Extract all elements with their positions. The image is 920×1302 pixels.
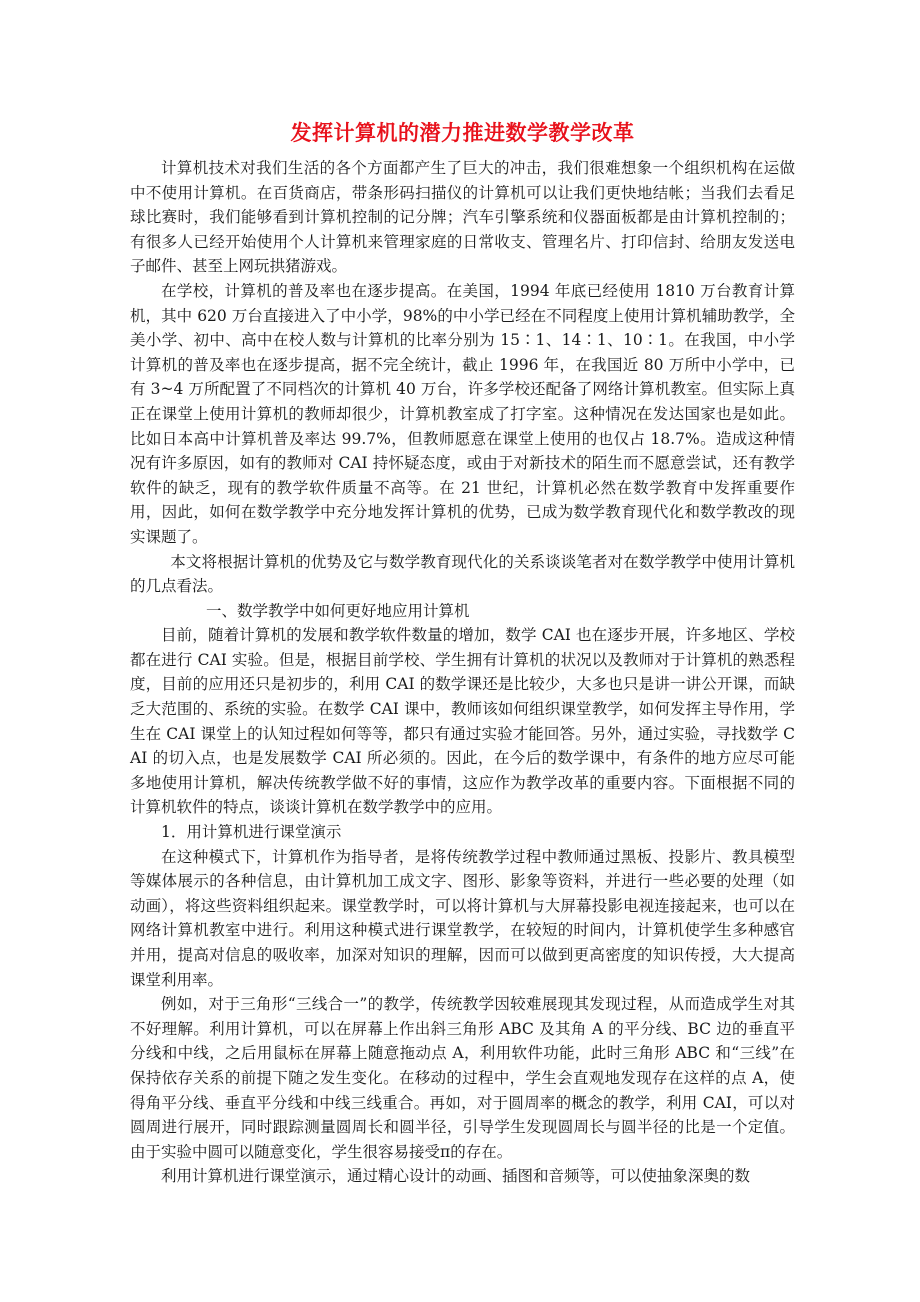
paragraph-school-computers: 在学校，计算机的普及率也在逐步提高。在美国，1994 年底已经使用 1810 万台教育计算机，其中 620 万台直接进入了中小学，98%的中小学已经在不同程度上使用计算机辅助教学，全美小学、初中、高中在校人数与计算机的比率分别为 15∶1、14∶1、10∶1。在我国，中小学计算机的普及率也在逐步提高，据不完全统计，截止 1996 年，在我国近 80 万所中小学中，已有 3~4 万所配置了不同档次的计算机 40 万台，许多学校还配备了网络计算机教室。但实际上真正在课堂上使用计算机的教师却很少，计算机教室成了打字室。这种情况在发达国家也是如此。比如日本高中计算机普及率达 99.7%，但教师愿意在课堂上使用的也仅占 18.7%。造成这种情况有许多原因，如有的教师对 CAI 持怀疑态度，或由于对新技术的陌生而不愿意尝试，还有教学软件的缺乏，现有的教学软件质量不高等。在 21 世纪，计算机必然在数学教育中发挥重要作用，因此，如何在数学教学中充分地发挥计算机的优势，已成为数学教育现代化和数学教改的现实课题了。 bbox=[130, 281, 795, 546]
paragraph-example: 例如，对于三角形“三线合一”的教学，传统教学因较难展现其发现过程，从而造成学生对其不好理解。利用计算机，可以在屏幕上作出斜三角形 ABC 及其角 A 的平分线、BC 边的垂直平分线和中线，之后用鼠标在屏幕上随意拖动点 A，利用软件功能，此时三角形 ABC 和“三线”在保持依存关系的前提下随之发生变化。在移动的过程中，学生会直观地发现存在这样的点 A，使得角平分线、垂直平分线和中线三线重合。再如，对于圆周率的概念的教学，利用 CAI，可以对圆周进行展开，同时跟踪测量圆周长和圆半径，引导学生发现圆周长与圆半径的比是一个定值。由于实验中圆可以随意变化，学生很容易接受π的存在。 bbox=[130, 995, 795, 1161]
paragraph-demonstration-mode: 在这种模式下，计算机作为指导者，是将传统教学过程中教师通过黑板、投影片、教具模型等媒体展示的各种信息，由计算机加工成文字、图形、影象等资料，并进行一些必要的处理（如动画），将这些资料组织起来。课堂教学时，可以将计算机与大屏幕投影电视连接起来，也可以在网络计算机教室中进行。利用这种模式进行课堂教学，在较短的时间内，计算机使学生多种感官并用，提高对信息的吸收率，加深对知识的理解，因而可以做到更高密度的知识传授，大大提高课堂利用率。 bbox=[130, 847, 795, 989]
paragraph-article-purpose: 本文将根据计算机的优势及它与数学教育现代化的关系谈谈笔者对在数学教学中使用计算机的几点看法。 bbox=[130, 552, 795, 596]
paragraph-continuation: 利用计算机进行课堂演示，通过精心设计的动画、插图和音频等，可以使抽象深奥的数 bbox=[161, 1167, 751, 1186]
paragraph-intro: 计算机技术对我们生活的各个方面都产生了巨大的冲击，我们很难想象一个组织机构在运做中不使用计算机。在百货商店，带条形码扫描仪的计算机可以让我们更快地结帐；当我们去看足球比赛时，我们能够看到计算机控制的记分牌；汽车引擎系统和仪器面板都是由计算机控制的；有很多人已经开始使用个人计算机来管理家庭的日常收支、管理名片、打印信封、给朋友发送电子邮件、甚至上网玩拱猪游戏。 bbox=[130, 159, 795, 276]
subsection-heading: 1．用计算机进行课堂演示 bbox=[161, 823, 342, 842]
document-title: 发挥计算机的潜力推进数学教学改革 bbox=[290, 121, 635, 145]
document-body bbox=[130, 118, 795, 1189]
paragraph-current-status: 目前，随着计算机的发展和教学软件数量的增加，数学 CAI 也在逐步开展，许多地区、学校都在进行 CAI 实验。但是，根据目前学校、学生拥有计算机的状况以及教师对于计算机的熟悉程度，目前的应用还只是初步的，利用 CAI 的数学课还是比较少，大多也只是讲一讲公开课，而缺乏大范围的、系统的实验。在数学 CAI 课中，教师该如何组织课堂教学，如何发挥主导作用，学生在 CAI 课堂上的认知过程如何等等，都只有通过实验才能回答。另外，通过实验，寻找数学 CAI 的切入点，也是发展数学 CAI 所必须的。因此，在今后的数学课中，有条件的地方应尽可能多地使用计算机，解决传统教学做不好的事情，这应作为教学改革的重要内容。下面根据不同的计算机软件的特点，谈谈计算机在数学教学中的应用。 bbox=[130, 626, 795, 817]
section-heading: 一、数学教学中如何更好地应用计算机 bbox=[205, 601, 470, 620]
